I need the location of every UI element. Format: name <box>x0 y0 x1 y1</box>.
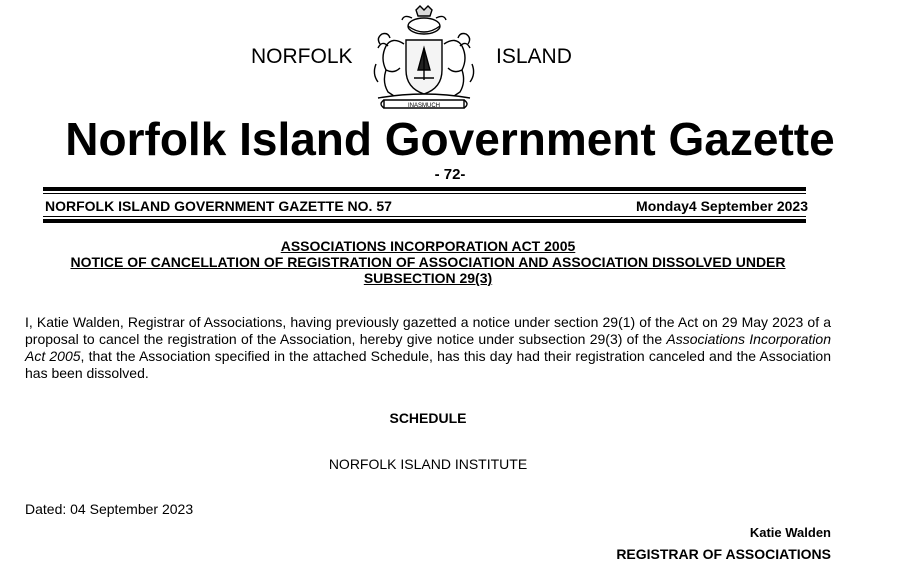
notice-heading-subsection: SUBSECTION 29(3) <box>363 270 493 286</box>
schedule-item: NORFOLK ISLAND INSTITUTE <box>328 456 528 472</box>
notice-heading-title: NOTICE OF CANCELLATION OF REGISTRATION OF ASSOCIATION AND ASSOCIATION DISSOLVED UNDER <box>70 254 786 270</box>
page-number: - 72- <box>434 166 466 183</box>
notice-heading <box>0 238 856 286</box>
signatory-title: REGISTRAR OF ASSOCIATIONS <box>616 546 831 562</box>
notice-heading-act: ASSOCIATIONS INCORPORATION ACT 2005 <box>280 238 576 254</box>
notice-body-part-1: I, Katie Walden, Registrar of Associations, having previously gazetted a notice under section 29(1) of the Act on 29 May 2023 of a proposal to cancel the registration of the Association, hereby give notice under subsection 29(3) of the <box>25 314 831 347</box>
top-rule-thin <box>43 193 806 194</box>
schedule-heading: SCHEDULE <box>389 410 467 426</box>
dated-line: Dated: 04 September 2023 <box>25 501 194 517</box>
masthead-left-word: NORFOLK <box>251 45 353 68</box>
masthead-right-word: ISLAND <box>496 45 572 68</box>
notice-body <box>25 314 831 382</box>
notice-body-part-2: , that the Association specified in the attached Schedule, has this day had their registration canceled and the Association has been dissolved. <box>25 348 832 381</box>
signatory-name: Katie Walden <box>749 525 831 540</box>
gazette-date: Monday4 September 2023 <box>636 198 808 214</box>
notice-body-act-name: Associations Incorporation Act 2005 <box>25 331 831 364</box>
gazette-title: Norfolk Island Government Gazette <box>65 113 835 165</box>
coat-of-arms-icon <box>364 4 484 112</box>
bottom-rule <box>43 219 806 223</box>
gazette-number: NORFOLK ISLAND GOVERNMENT GAZETTE NO. 57 <box>45 198 392 214</box>
top-rule <box>43 187 806 191</box>
crest-motto: INASMUCH <box>407 103 441 109</box>
bottom-rule-thin <box>43 216 806 217</box>
